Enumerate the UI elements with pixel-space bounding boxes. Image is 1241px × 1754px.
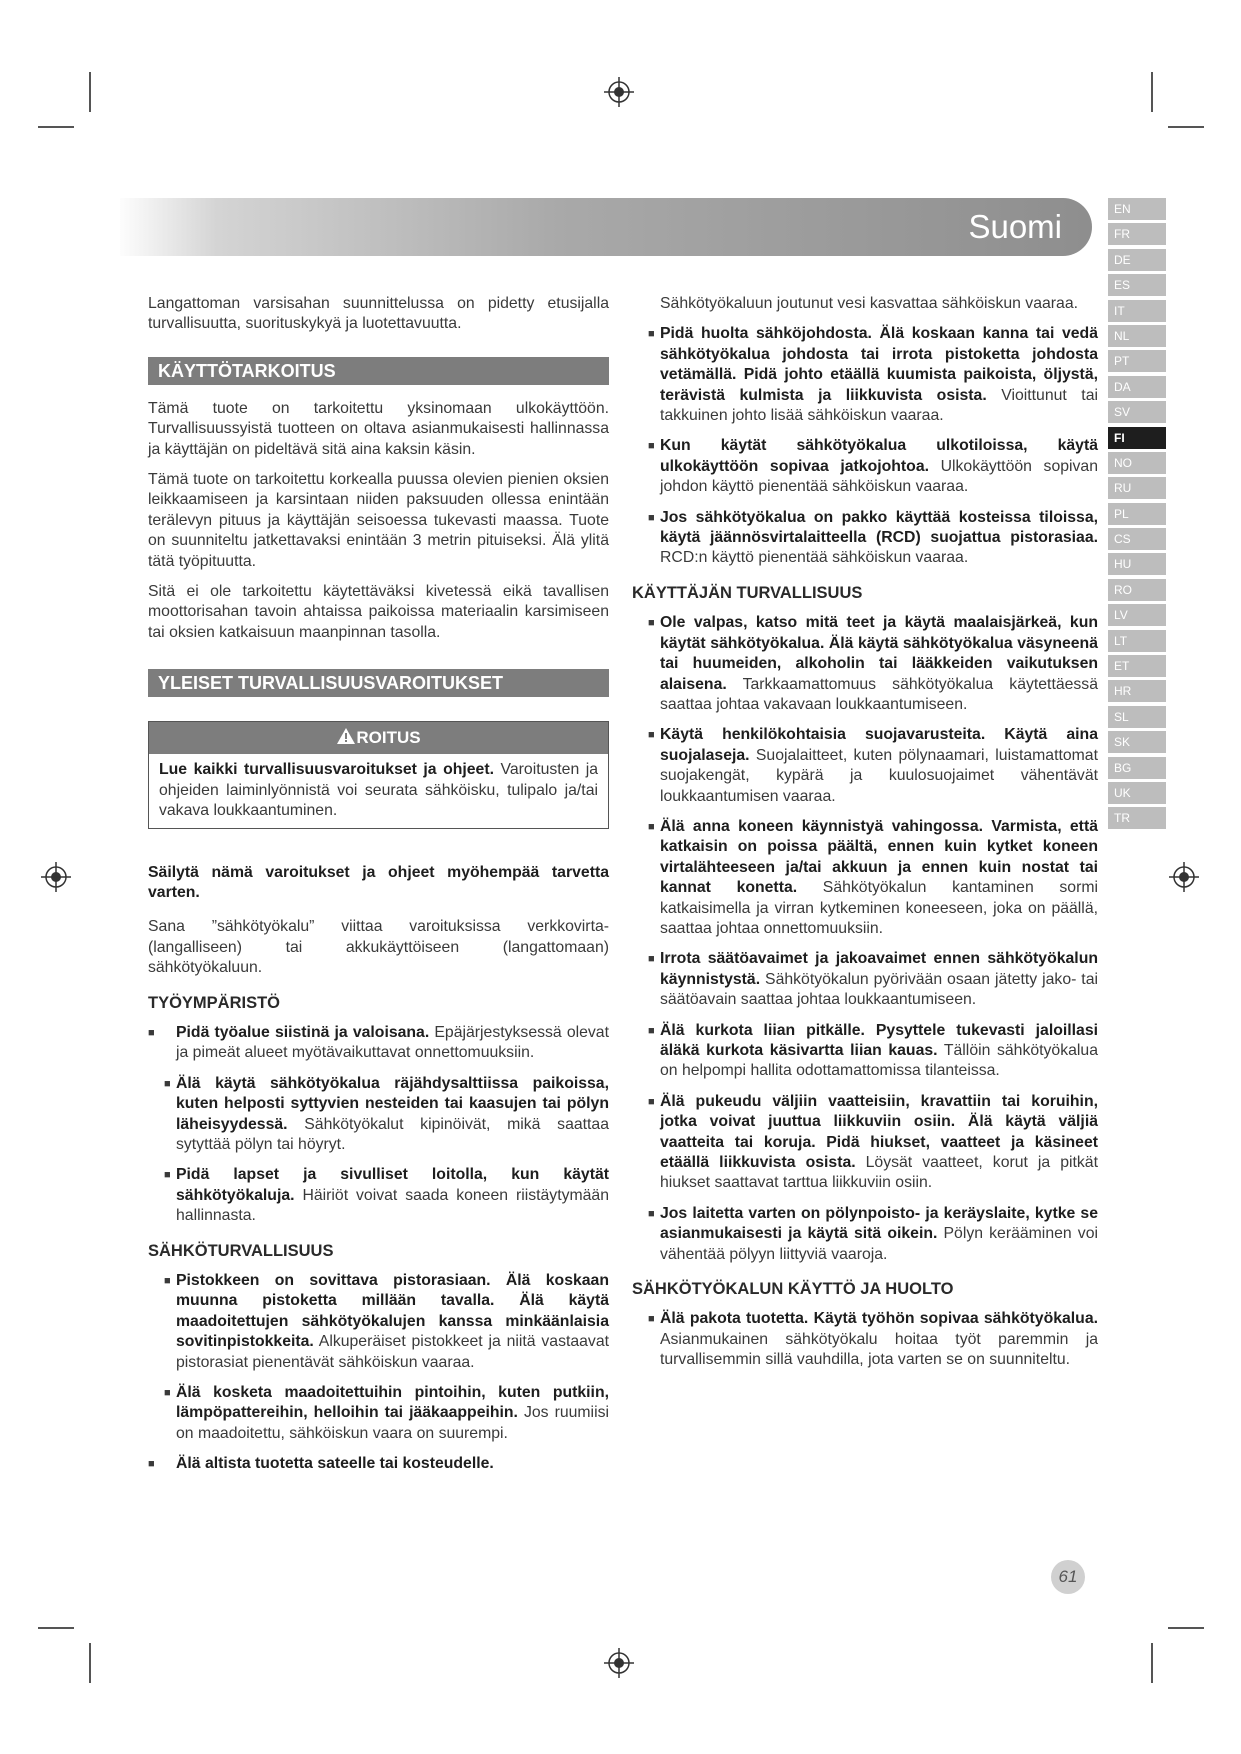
right-column [632, 294, 1098, 1381]
registration-mark-icon [41, 862, 71, 892]
crop-mark [1168, 126, 1204, 128]
language-tab-fi: FI [1108, 427, 1166, 449]
header-banner [120, 198, 1092, 256]
language-tab-en: EN [1108, 198, 1166, 220]
language-tab-no: NO [1108, 452, 1166, 474]
language-tab-uk: UK [1108, 782, 1166, 804]
warning-text: Varoitusten ja ohjeiden laiminlyönnistä voi seurata sähköisku, tulipalo ja/tai vakava loukkaantuminen. [159, 761, 599, 820]
left-column [148, 294, 609, 1485]
continued-text: Sähkötyökaluun joutunut vesi kasvattaa sähköiskun vaaraa. [660, 295, 1079, 312]
registration-mark-icon [604, 1648, 634, 1678]
language-tab-ro: RO [1108, 579, 1166, 601]
list-item: ■ Käytä henkilökohtaisia suojavarusteita. Käytä aina suojalaseja. Suojalaitteet, kuten pölynaamari, luistamattomat suojakengät, kypärä ja kuulosuojaimet vähentävät loukkaantumisen vaaraa. [632, 725, 1098, 807]
list-item: ■ Älä pakota tuotetta. Käytä työhön sopivaa sähkötyökalua. Asianmukainen sähkötyökalu hoitaa työt paremmin ja turvallisemmin sillä vauhdilla, jota varten se on suunniteltu. [632, 1309, 1098, 1370]
language-tab-cs: CS [1108, 528, 1166, 550]
subheading-work-area: TYÖYMPÄRISTÖ [148, 993, 281, 1012]
language-tab-tr: TR [1108, 807, 1166, 829]
keep-instructions: Säilytä nämä varoitukset ja ohjeet myöhempää tarvetta varten. [148, 863, 609, 901]
crop-mark [38, 1627, 74, 1629]
language-tab-it: IT [1108, 300, 1166, 322]
list-item: ■ Älä käytä sähkötyökalua räjähdysalttiissa paikoissa, kuten helposti syttyvien nesteiden tai kaasujen tai pölyn läheisyydessä. Sähkötyökalut kipinöivät, mikä saattaa sytyttää pölyn tai höyryt. [148, 1074, 609, 1156]
list-item: ■ Älä altista tuotetta sateelle tai kosteudelle. [148, 1454, 609, 1474]
section-heading-general-safety: YLEISET TURVALLISUUSVAROITUKSET [148, 669, 609, 697]
warning-title: ROITUS [356, 728, 421, 748]
crop-mark [1151, 1643, 1153, 1683]
language-tab-nl: NL [1108, 325, 1166, 347]
list-item: ■ Älä kosketa maadoitettuihin pintoihin, kuten putkiin, lämpöpattereihin, helloihin tai jääkaappeihin. Jos ruumiisi on maadoitettu, sähköiskun vaara on suurempi. [148, 1383, 609, 1444]
warning-bold: Lue kaikki turvallisuusvaroitukset ja ohjeet. [159, 761, 494, 779]
list-item: ■ Pidä huolta sähköjohdosta. Älä koskaan kanna tai vedä sähkötyökalua johdosta tai irrota pistoketta johdosta vetämällä. Pidä johto etäällä kuumista paikoista, öljystä, terävistä kulmista ja liikkuvista osista. Vioittunut tai takkuinen johto lisää sähköiskun vaaraa. [632, 324, 1098, 426]
list-item: ■ Älä anna koneen käynnistyä vahingossa. Varmista, että katkaisin on poissa päältä, ennen kuin kytket koneen virtalähteeseen ja/tai akkuun ja ennen kuin nostat tai kannat konetta. Sähkötyökalun kantaminen sormi katkaisimella ja virran kytkeminen koneeseen, joka on päällä, saattaa johtaa onnettomuuksiin. [632, 817, 1098, 939]
list-item: ■ Irrota säätöavaimet ja jakoavaimet ennen sähkötyökalun käynnistystä. Sähkötyökalun pyörivään osaan jätetty jako- tai säätöavain saattaa johtaa loukkaantumiseen. [632, 949, 1098, 1010]
subheading-electrical-safety: SÄHKÖTURVALLISUUS [148, 1241, 334, 1260]
crop-mark [38, 126, 74, 128]
language-tab-fr: FR [1108, 223, 1166, 245]
language-tab-hu: HU [1108, 553, 1166, 575]
language-tab-es: ES [1108, 274, 1166, 296]
section-heading-intended-use: KÄYTTÖTARKOITUS [148, 357, 609, 385]
language-tab-da: DA [1108, 376, 1166, 398]
warning-triangle-icon [336, 727, 356, 745]
page-number: 61 [1051, 1560, 1085, 1594]
list-item: ■ Älä pukeudu väljiin vaatteisiin, kravattiin tai koruihin, jotka voivat juuttua liikkuviin osiin. Älä käytä väljiä vaatteita tai koruja. Pidä hiukset, vaatteet ja käsineet etäällä liikkuvista osista. Löysät vaatteet, korut ja pitkät hiukset saattavat tarttua liikkuviin osiin. [632, 1092, 1098, 1194]
language-tab-bg: BG [1108, 757, 1166, 779]
subheading-personal-safety: KÄYTTÄJÄN TURVALLISUUS [632, 583, 863, 602]
page-title: Suomi [968, 208, 1062, 245]
list-item: ■ Kun käytät sähkötyökalua ulkotiloissa, käytä ulkokäyttöön sopivaa jatkojohtoa. Ulkokäyttöön sopivan johdon käyttö pienentää sähköiskun vaaraa. [632, 436, 1098, 497]
crop-mark [1151, 72, 1153, 112]
warning-box [148, 721, 609, 828]
list-item: ■ Pidä työalue siistinä ja valoisana. Epäjärjestyksessä olevat ja pimeät alueet myötävaikuttavat onnettomuuksiin. [148, 1023, 609, 1064]
language-tab-sl: SL [1108, 706, 1166, 728]
crop-mark [89, 1643, 91, 1683]
list-item: ■ Ole valpas, katso mitä teet ja käytä maalaisjärkeä, kun käytät sähkötyökalua. Älä käytä sähkötyökalua väsyneenä tai huumeiden, alkoholin tai lääkkeiden vaikutuksen alaisena. Tarkkaamattomuus sähkötyökalua käytettäessä saattaa johtaa vakavaan loukkaantumiseen. [632, 613, 1098, 715]
crop-mark [89, 72, 91, 112]
list-item: ■ Pistokkeen on sovittava pistorasiaan. Älä koskaan muunna pistoketta millään tavalla. Älä käytä maadoitettujen sähkötyökalujen kanssa minkäänlaisia sovitinpistokkeita. Alkuperäiset pistokkeet ja niitä vastaavat pistorasiat pienentävät sähköiskun vaaraa. [148, 1271, 609, 1373]
list-item: ■ Jos sähkötyökalua on pakko käyttää kosteissa tiloissa, käytä jäännösvirtalaitteella (RCD) suojattua pistorasiaa. RCD:n käyttö pienentää sähköiskun vaaraa. [632, 508, 1098, 569]
language-tab-de: DE [1108, 249, 1166, 271]
warning-header [149, 722, 608, 754]
registration-mark-icon [1169, 862, 1199, 892]
list-item: ■ Pidä lapset ja sivulliset loitolla, kun käytät sähkötyökaluja. Häiriöt voivat saada koneen riistäytymään hallinnasta. [148, 1165, 609, 1226]
paragraph: Tämä tuote on tarkoitettu yksinomaan ulkokäyttöön. Turvallisuussyistä tuotteen on oltava asianmukaisesti hallinnassa ja käyttäjän on pideltävä sitä aina kaksin käsin. [148, 399, 609, 458]
subheading-use-and-care: SÄHKÖTYÖKALUN KÄYTTÖ JA HUOLTO [632, 1280, 954, 1299]
language-tab-et: ET [1108, 655, 1166, 677]
language-tab-sk: SK [1108, 731, 1166, 753]
language-tab-ru: RU [1108, 477, 1166, 499]
crop-mark [1168, 1627, 1204, 1629]
language-tabs [1108, 198, 1166, 833]
term-definition: Sana ”sähkötyökalu” viittaa varoituksissa verkkovirta- (langalliseen) tai akkukäyttöiseen (langattomaan) sähkötyökaluun. [148, 918, 609, 977]
list-item: ■ Jos laitetta varten on pölynpoisto- ja keräyslaite, kytke se asianmukaisesti ja käytä sitä oikein. Pölyn kerääminen voi vähentää pölyyn liittyviä vaaroja. [632, 1204, 1098, 1265]
list-item: ■ Älä kurkota liian pitkälle. Pysyttele tukevasti jaloillasi äläkä kurkota käsivartta liian kauas. Tällöin sähkötyökalua on helpompi hallita odottamattomissa tilanteissa. [632, 1021, 1098, 1082]
registration-mark-icon [604, 77, 634, 107]
paragraph: Tämä tuote on tarkoitettu korkealla puussa olevien pienien oksien leikkaamiseen ja karsintaan niiden paksuuden ollessa enintään terälevyn pituus ja käyttäjän seisoessa tukevasti maassa. Tuote on suunniteltu jatkettavaksi enintään 3 metrin pituiseksi. Älä ylitä tätä työpituutta. [148, 471, 609, 570]
paragraph: Sitä ei ole tarkoitettu käytettäväksi kivetessä eikä tavallisen moottorisahan tavoin ahtaissa paikoissa materiaalin karsimiseen tai oksien katkaisuun maanpinnan tasolla. [148, 583, 609, 641]
language-tab-lt: LT [1108, 630, 1166, 652]
language-tab-sv: SV [1108, 401, 1166, 423]
language-tab-lv: LV [1108, 604, 1166, 626]
language-tab-hr: HR [1108, 680, 1166, 702]
language-tab-pl: PL [1108, 503, 1166, 525]
intro-text: Langattoman varsisahan suunnittelussa on pidetty etusijalla turvallisuutta, suorituskykyä ja luotettavuutta. [148, 295, 609, 333]
language-tab-pt: PT [1108, 350, 1166, 372]
